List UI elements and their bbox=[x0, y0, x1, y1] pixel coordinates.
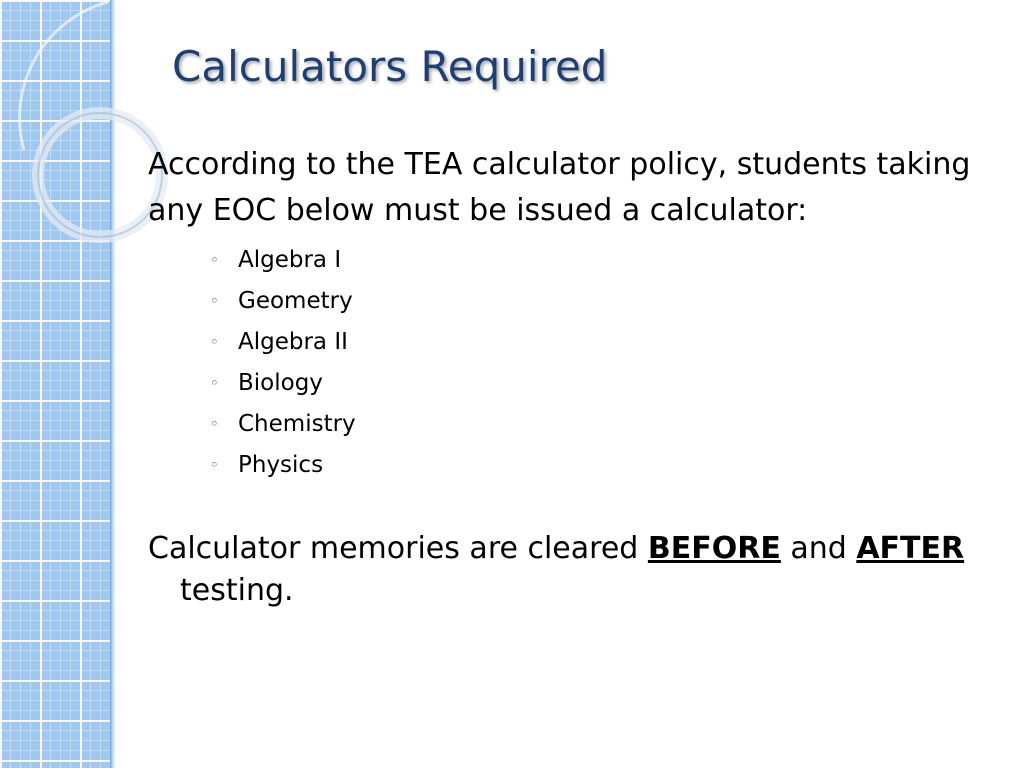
subject-label: Geometry bbox=[238, 288, 353, 314]
list-item bbox=[210, 281, 998, 322]
emphasis-before: BEFORE bbox=[647, 531, 781, 566]
band-edge bbox=[110, 0, 116, 768]
hollow-circle-bullet-icon: ◦ bbox=[210, 415, 219, 433]
slide-title: Calculators Required bbox=[172, 42, 608, 91]
list-item bbox=[210, 363, 998, 404]
intro-paragraph: According to the TEA calculator policy, students taking any EOC below must be issued a calculator: bbox=[148, 147, 971, 228]
hollow-circle-bullet-icon: ◦ bbox=[210, 292, 219, 310]
list-item bbox=[210, 445, 998, 486]
hollow-circle-bullet-icon: ◦ bbox=[210, 456, 219, 474]
list-item bbox=[210, 240, 998, 281]
subject-label: Algebra I bbox=[238, 247, 342, 273]
hollow-circle-bullet-icon: ◦ bbox=[210, 251, 219, 269]
emphasis-after: AFTER bbox=[856, 531, 965, 566]
slide-body bbox=[148, 142, 998, 612]
list-item bbox=[210, 322, 998, 363]
subject-label: Physics bbox=[238, 452, 324, 478]
list-item bbox=[210, 404, 998, 445]
note-text-middle: and bbox=[780, 531, 857, 566]
subject-label: Algebra II bbox=[238, 329, 348, 355]
note-text-start: Calculator memories are cleared bbox=[148, 531, 648, 566]
hollow-circle-bullet-icon: ◦ bbox=[210, 333, 219, 351]
decorative-grid-band bbox=[0, 0, 113, 768]
subject-label: Chemistry bbox=[238, 411, 356, 437]
memory-note bbox=[148, 528, 998, 612]
subject-label: Biology bbox=[238, 370, 323, 396]
subject-list bbox=[148, 240, 998, 486]
note-text-end: testing. bbox=[180, 573, 294, 608]
hollow-circle-bullet-icon: ◦ bbox=[210, 374, 219, 392]
